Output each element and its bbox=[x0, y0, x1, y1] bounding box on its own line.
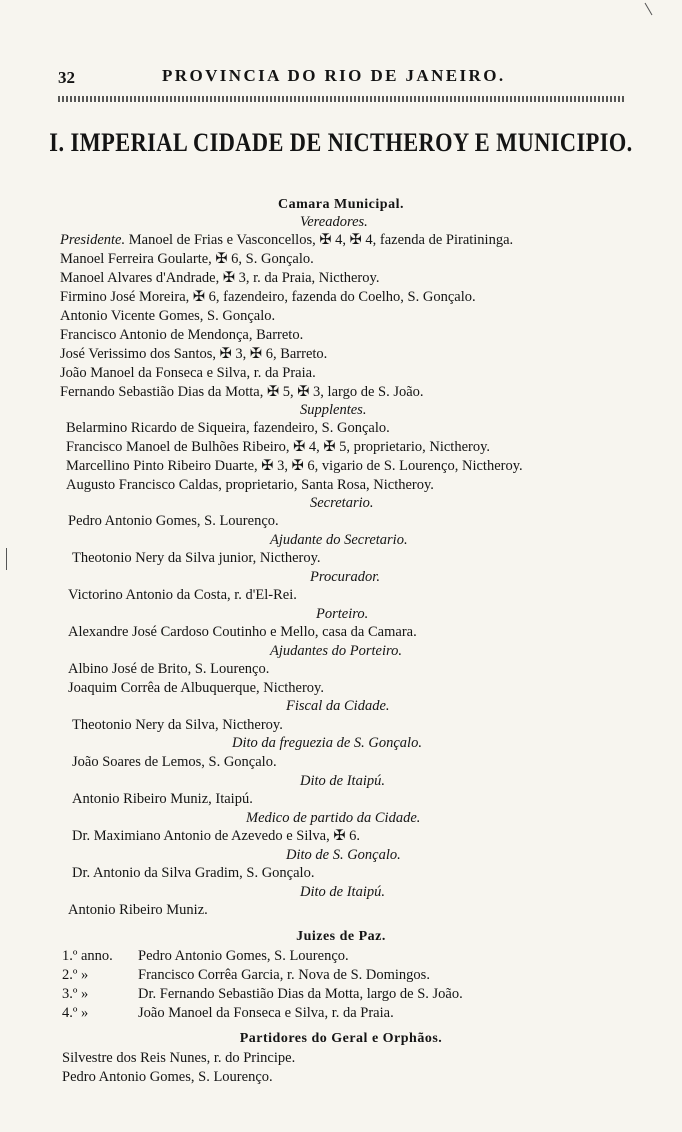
section-heading-juizes: Juizes de Paz. bbox=[296, 929, 386, 944]
list-item: Marcellino Pinto Ribeiro Duarte, ✠ 3, ✠ 6, vigario de S. Lourenço, Nictheroy. bbox=[66, 458, 523, 474]
list-item: Pedro Antonio Gomes, S. Lourenço. bbox=[62, 1069, 273, 1085]
label-medico: Medico de partido da Cidade. bbox=[246, 810, 421, 826]
scan-mark-left bbox=[6, 548, 7, 570]
list-item: Theotonio Nery da Silva, Nictheroy. bbox=[72, 717, 283, 733]
table-row bbox=[62, 948, 349, 965]
label-ajudante-secretario: Ajudante do Secretario. bbox=[270, 532, 408, 548]
list-item: Francisco Antonio de Mendonça, Barreto. bbox=[60, 327, 304, 343]
list-item: Silvestre dos Reis Nunes, r. do Principe. bbox=[62, 1050, 296, 1066]
row-number: 3.º » bbox=[62, 986, 89, 1002]
list-item: Dr. Maximiano Antonio de Azevedo e Silva, ✠ 6. bbox=[72, 828, 361, 844]
page-title: I. IMPERIAL CIDADE DE NICTHEROY E MUNICIPIO. bbox=[49, 128, 633, 157]
table-row bbox=[62, 967, 430, 984]
label-porteiro: Porteiro. bbox=[316, 606, 369, 622]
row-text: Pedro Antonio Gomes, S. Lourenço. bbox=[138, 948, 349, 964]
list-item: Dr. Antonio da Silva Gradim, S. Gonçalo. bbox=[72, 865, 315, 881]
list-item: Antonio Ribeiro Muniz, Itaipú. bbox=[72, 791, 253, 807]
list-item: Firmino José Moreira, ✠ 6, fazendeiro, fazenda do Coelho, S. Gonçalo. bbox=[60, 289, 476, 305]
row-text: Dr. Fernando Sebastião Dias da Motta, largo de S. João. bbox=[138, 986, 463, 1002]
label-presidente: Presidente. bbox=[60, 232, 126, 248]
label-vereadores: Vereadores. bbox=[300, 214, 368, 230]
list-item: João Soares de Lemos, S. Gonçalo. bbox=[72, 754, 277, 770]
running-head: PROVINCIA DO RIO DE JANEIRO. bbox=[162, 66, 506, 85]
list-item: Manoel Ferreira Goularte, ✠ 6, S. Gonçalo. bbox=[60, 251, 314, 267]
entry-presidente bbox=[60, 232, 513, 249]
list-item: Pedro Antonio Gomes, S. Lourenço. bbox=[68, 513, 279, 529]
row-number: 1.º anno. bbox=[62, 948, 113, 964]
table-row bbox=[62, 986, 463, 1003]
section-heading-camara: Camara Municipal. bbox=[278, 197, 404, 212]
entry-text: Manoel de Frias e Vasconcellos, ✠ 4, ✠ 4, fazenda de Piratininga. bbox=[128, 232, 514, 248]
row-number: 2.º » bbox=[62, 967, 89, 983]
row-text: Francisco Corrêa Garcia, r. Nova de S. Domingos. bbox=[138, 967, 430, 983]
list-item: Augusto Francisco Caldas, proprietario, Santa Rosa, Nictheroy. bbox=[66, 477, 434, 493]
list-item: Manoel Alvares d'Andrade, ✠ 3, r. da Praia, Nictheroy. bbox=[60, 270, 380, 286]
label-supplentes: Supplentes. bbox=[300, 402, 367, 418]
label-ajudantes-porteiro: Ajudantes do Porteiro. bbox=[270, 643, 402, 659]
list-item: Theotonio Nery da Silva junior, Nictheroy. bbox=[72, 550, 321, 566]
label-procurador: Procurador. bbox=[310, 569, 380, 585]
label-medico-goncalo: Dito de S. Gonçalo. bbox=[286, 847, 401, 863]
row-text: João Manoel da Fonseca e Silva, r. da Praia. bbox=[138, 1005, 394, 1021]
list-item: Alexandre José Cardoso Coutinho e Mello, casa da Camara. bbox=[68, 624, 417, 640]
label-fiscal: Fiscal da Cidade. bbox=[286, 698, 390, 714]
list-item: João Manoel da Fonseca e Silva, r. da Praia. bbox=[60, 365, 316, 381]
list-item: Fernando Sebastião Dias da Motta, ✠ 5, ✠ 3, largo de S. João. bbox=[60, 384, 424, 400]
label-fiscal-goncalo: Dito da freguezia de S. Gonçalo. bbox=[232, 735, 422, 751]
scan-mark bbox=[645, 3, 653, 16]
list-item: Victorino Antonio da Costa, r. d'El-Rei. bbox=[68, 587, 297, 603]
list-item: Joaquim Corrêa de Albuquerque, Nictheroy. bbox=[68, 680, 324, 696]
label-secretario: Secretario. bbox=[310, 495, 374, 511]
list-item: Belarmino Ricardo de Siqueira, fazendeiro, S. Gonçalo. bbox=[66, 420, 390, 436]
list-item: José Verissimo dos Santos, ✠ 3, ✠ 6, Barreto. bbox=[60, 346, 328, 362]
list-item: Francisco Manoel de Bulhões Ribeiro, ✠ 4, ✠ 5, proprietario, Nictheroy. bbox=[66, 439, 491, 455]
section-heading-partidores: Partidores do Geral e Orphãos. bbox=[239, 1031, 443, 1046]
table-row bbox=[62, 1005, 394, 1022]
list-item: Albino José de Brito, S. Lourenço. bbox=[68, 661, 270, 677]
label-medico-itaipu: Dito de Itaipú. bbox=[300, 884, 385, 900]
list-item: Antonio Vicente Gomes, S. Gonçalo. bbox=[60, 308, 276, 324]
page-number: 32 bbox=[58, 68, 75, 87]
list-item: Antonio Ribeiro Muniz. bbox=[68, 902, 208, 918]
label-fiscal-itaipu: Dito de Itaipú. bbox=[300, 773, 385, 789]
row-number: 4.º » bbox=[62, 1005, 89, 1021]
ornamental-rule bbox=[58, 96, 624, 102]
